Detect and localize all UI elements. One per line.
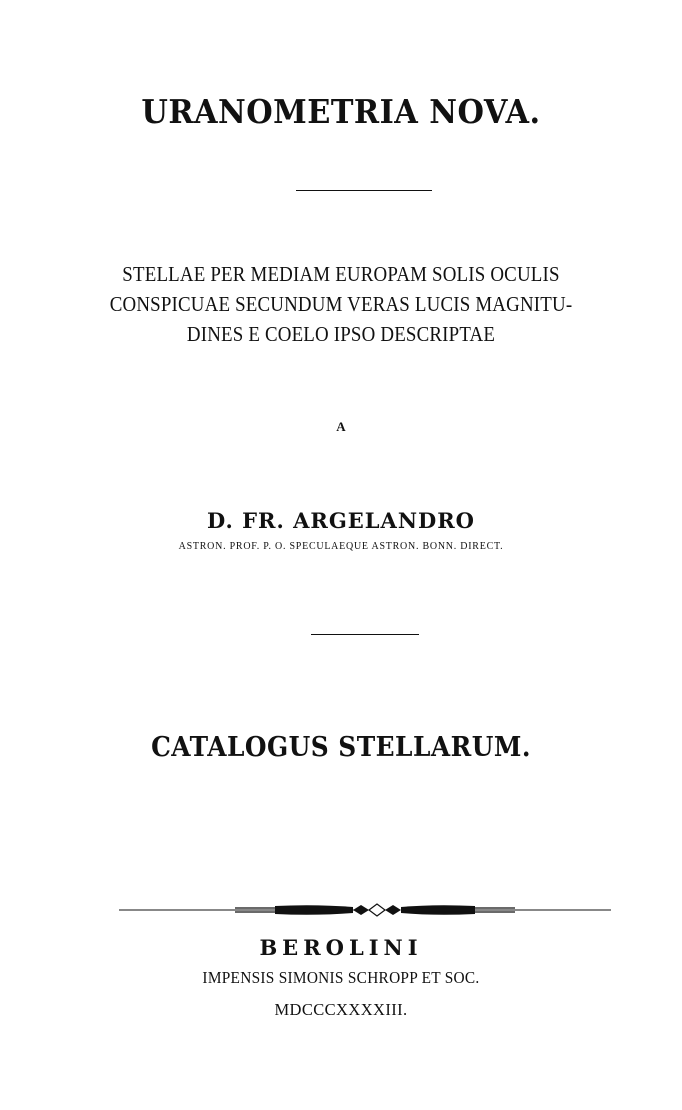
subtitle-line-1: STELLAE PER MEDIAM EUROPAM SOLIS OCULIS: [122, 262, 560, 286]
title-divider: [296, 190, 432, 191]
book-title: URANOMETRIA NOVA.: [141, 92, 541, 131]
imprint-publisher: IMPENSIS SIMONIS SCHROPP ET SOC.: [202, 968, 480, 987]
subtitle-line-2: CONSPICUAE SECUNDUM VERAS LUCIS MAGNITU-: [109, 292, 573, 316]
imprint-year: MDCCCXXXXIII.: [274, 1000, 408, 1019]
ornamental-rule: [115, 896, 615, 924]
section-title: CATALOGUS STELLARUM.: [151, 732, 531, 763]
subtitle-line-3: DINES E COELO IPSO DESCRIPTAE: [186, 322, 496, 346]
author-affiliation: ASTRON. PROF. P. O. SPECULAEQUE ASTRON. BONN. DIRECT.: [178, 541, 504, 552]
author-divider: [311, 634, 419, 635]
byline-prefix: A: [336, 419, 346, 434]
author-name: D. FR. ARGELANDRO: [207, 508, 475, 533]
imprint-city: BEROLINI: [259, 935, 423, 960]
